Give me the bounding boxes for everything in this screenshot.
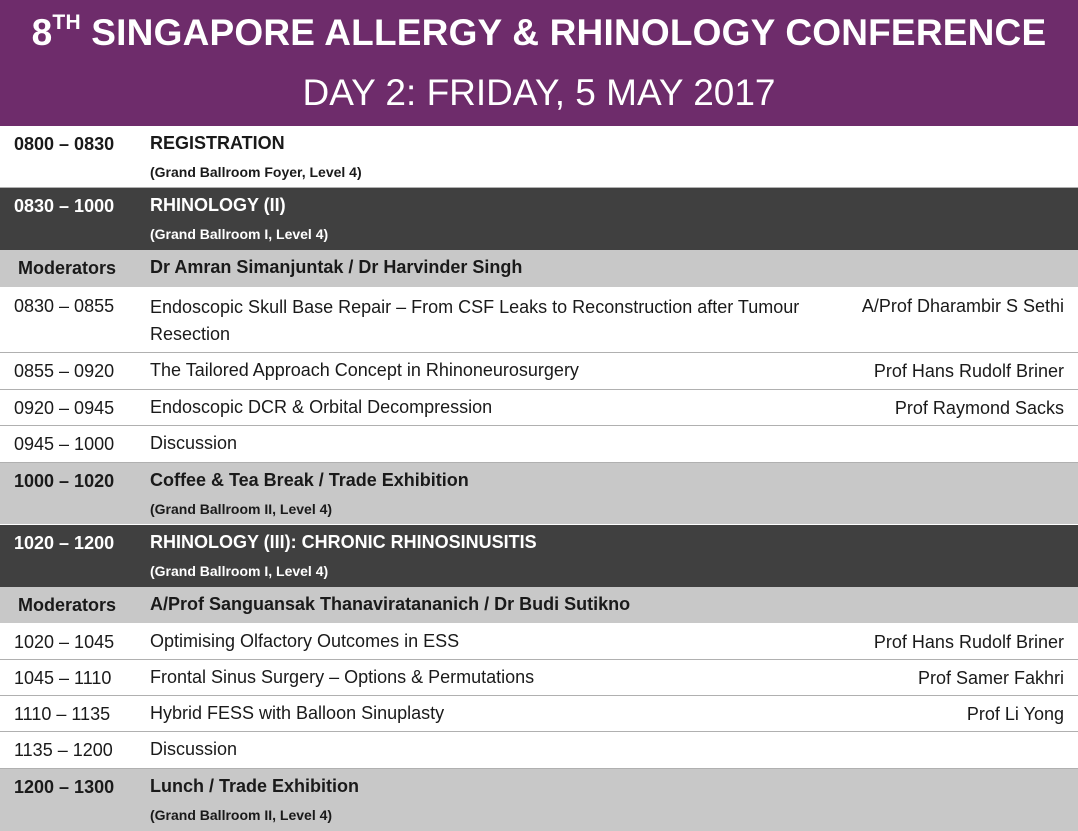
talk-row [0,353,1078,390]
row-time: 1045 – 1110 [14,668,112,688]
discussion-row [0,426,1078,463]
moderators-label: Moderators [18,595,117,615]
row-venue: (Grand Ballroom Foyer, Level 4) [150,164,362,180]
row-time: 0920 – 0945 [14,398,115,418]
row-time: 1110 – 1135 [14,704,111,724]
row-time: 0830 – 1000 [14,196,115,216]
row-speaker: Prof Hans Rudolf Briner [873,632,1064,652]
row-topic: The Tailored Approach Concept in Rhinoneurosurgery [150,360,579,380]
row-venue: (Grand Ballroom II, Level 4) [150,807,333,823]
talk-row [0,288,1078,353]
session-header-row [0,525,1078,587]
page-header [0,0,1078,126]
moderators-row [0,250,1078,288]
row-time: 0800 – 0830 [14,134,115,154]
row-time: 0945 – 1000 [14,434,115,454]
row-topic: Hybrid FESS with Balloon Sinuplasty [150,703,445,723]
row-venue: (Grand Ballroom I, Level 4) [150,563,329,579]
row-topic: REGISTRATION [150,133,285,153]
row-topic: Lunch / Trade Exhibition [150,776,360,796]
row-topic: Coffee & Tea Break / Trade Exhibition [150,470,469,490]
moderators-label: Moderators [18,258,117,278]
row-time: 1135 – 1200 [14,740,113,760]
row-topic: Endoscopic Skull Base Repair – From CSF Leaks to Reconstruction after Tumour Resection [150,297,800,344]
row-venue: (Grand Ballroom II, Level 4) [150,501,333,517]
row-speaker: Prof Raymond Sacks [894,398,1064,418]
row-topic: Endoscopic DCR & Orbital Decompression [150,397,493,417]
row-topic: Discussion [150,739,238,759]
row-speaker: A/Prof Dharambir S Sethi [861,296,1064,316]
row-topic: RHINOLOGY (III): CHRONIC RHINOSINUSITIS [150,532,537,552]
moderators-names: A/Prof Sanguansak Thanaviratananich / Dr Budi Sutikno [150,594,631,614]
row-time: 1200 – 1300 [14,777,115,797]
row-speaker: Prof Samer Fakhri [917,668,1064,688]
break-row [0,463,1078,525]
row-time: 0855 – 0920 [14,361,115,381]
schedule-row-registration [0,126,1078,188]
row-time: 1020 – 1200 [14,533,115,553]
row-speaker: Prof Li Yong [966,704,1064,724]
row-topic: Frontal Sinus Surgery – Options & Permutations [150,667,535,687]
row-speaker: Prof Hans Rudolf Briner [873,361,1064,381]
row-topic: RHINOLOGY (II) [150,195,286,215]
talk-row [0,696,1078,732]
row-topic: Discussion [150,433,238,453]
break-row [0,769,1078,831]
talk-row [0,390,1078,426]
discussion-row [0,732,1078,769]
row-topic: Optimising Olfactory Outcomes in ESS [150,631,460,651]
moderators-names: Dr Amran Simanjuntak / Dr Harvinder Singh [150,257,523,277]
day-subtitle: DAY 2: FRIDAY, 5 MAY 2017 [302,72,776,113]
row-time: 0830 – 0855 [14,296,115,316]
row-time: 1000 – 1020 [14,471,115,491]
talk-row [0,624,1078,660]
conference-title: 8TH SINGAPORE ALLERGY & RHINOLOGY CONFERENCE [31,10,1047,53]
session-header-row [0,188,1078,250]
row-time: 1020 – 1045 [14,632,115,652]
row-venue: (Grand Ballroom I, Level 4) [150,226,329,242]
moderators-row [0,587,1078,624]
talk-row [0,660,1078,696]
